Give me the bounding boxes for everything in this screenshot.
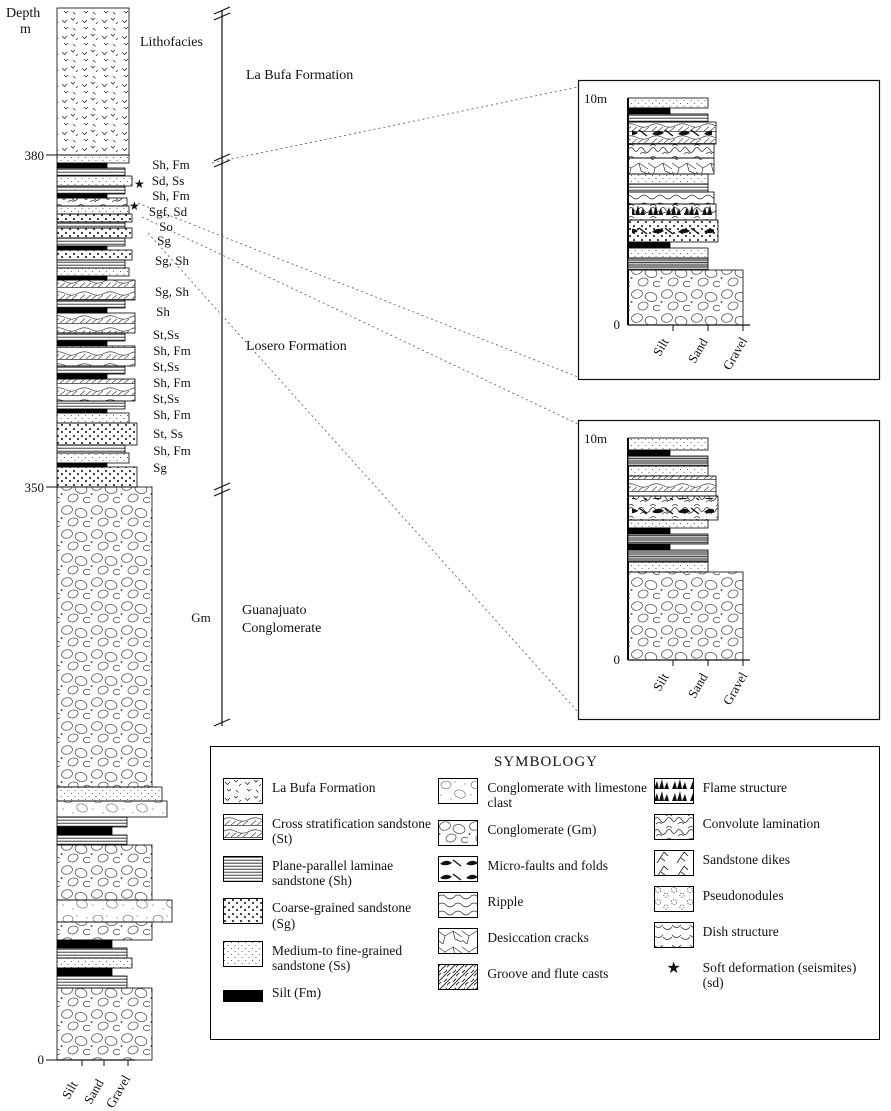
strat-layer-sh bbox=[57, 976, 127, 988]
strat-layer-ss bbox=[628, 520, 708, 528]
legend-label: Pseudonodules bbox=[702, 888, 784, 903]
lithofacies-label: St,Ss bbox=[152, 359, 180, 374]
strat-layer-conv bbox=[628, 144, 714, 158]
strat-layer-fm bbox=[57, 276, 107, 280]
inset-1-grain-label-sand: Sand bbox=[684, 335, 711, 366]
gml-swatch-icon bbox=[438, 778, 478, 804]
stratigraphic-column-inset-2 bbox=[628, 438, 743, 660]
strat-layer-labufa bbox=[57, 8, 129, 155]
flame-swatch-icon bbox=[654, 778, 694, 804]
labufa-swatch-icon bbox=[223, 778, 263, 804]
strat-overlay-mf bbox=[632, 124, 712, 142]
strat-layer-ss bbox=[628, 466, 708, 476]
formation-label-la-bufa: La Bufa Formation bbox=[246, 68, 354, 83]
psn-swatch-icon bbox=[654, 886, 694, 912]
fm-swatch-icon bbox=[223, 983, 263, 1009]
swatch-fill bbox=[224, 815, 263, 840]
legend-item bbox=[654, 814, 863, 840]
swatch-fill bbox=[654, 923, 693, 948]
swatch-fill bbox=[439, 779, 478, 804]
strat-layer-sh bbox=[628, 114, 708, 122]
connector-line bbox=[142, 217, 578, 424]
strat-layer-sh bbox=[57, 835, 127, 845]
strat-layer-ss bbox=[628, 562, 708, 572]
legend-item bbox=[654, 778, 863, 804]
legend-label: Ripple bbox=[487, 894, 524, 910]
strat-layer-sg bbox=[57, 228, 132, 238]
strat-layer-st bbox=[57, 346, 135, 366]
depth-axis-title: Depth bbox=[6, 6, 41, 21]
sg-swatch-icon bbox=[223, 898, 263, 924]
strat-layer-st bbox=[628, 476, 716, 496]
inset-2-grain-label-gravel: Gravel bbox=[719, 669, 751, 708]
strat-layer-ss bbox=[57, 268, 129, 276]
lithofacies-label: Sg bbox=[153, 460, 167, 475]
strat-layer-gm bbox=[57, 988, 152, 1060]
sh-swatch-icon bbox=[223, 856, 263, 882]
legend-label: Cross stratification sandstone (St) bbox=[272, 816, 431, 847]
lithofacies-label: St, Ss bbox=[153, 426, 183, 441]
seismite-star-icon: ★ bbox=[134, 177, 145, 191]
inset-1-scale-bottom: 0 bbox=[613, 317, 620, 332]
strat-layer-sh bbox=[628, 184, 708, 192]
lithofacies-label: Sd, Ss bbox=[151, 173, 185, 188]
swatch-fill bbox=[654, 779, 693, 804]
strat-layer-ss bbox=[57, 206, 129, 214]
formation-label-guanajuato-line2: Conglomerate bbox=[242, 621, 322, 636]
legend-label: Sandstone dikes bbox=[702, 852, 791, 867]
strat-layer-fm bbox=[57, 409, 107, 413]
strat-layer-fm bbox=[57, 246, 107, 250]
ripple-swatch-icon bbox=[438, 892, 478, 918]
legend-item bbox=[223, 856, 432, 888]
inset-2-grain-label-silt: Silt bbox=[649, 670, 672, 694]
strat-layer-ss bbox=[628, 98, 708, 108]
lithofacies-label: Sh, Fm bbox=[153, 407, 191, 422]
inset-2-scale-bottom: 0 bbox=[613, 652, 620, 667]
strat-layer-sh bbox=[57, 401, 125, 409]
depth-tick-350-label: 350 bbox=[24, 480, 44, 495]
lithofacies-label: Gm bbox=[191, 610, 211, 625]
main-grain-label-sand: Sand bbox=[80, 1076, 107, 1107]
legend-item bbox=[223, 941, 432, 973]
strat-layer-conv bbox=[57, 198, 127, 206]
legend-item bbox=[438, 928, 647, 954]
connector-line bbox=[212, 87, 578, 163]
strat-layer-st bbox=[57, 313, 135, 333]
strat-layer-fm bbox=[57, 827, 112, 835]
strat-layer-gm bbox=[57, 922, 152, 940]
depth-axis-unit: m bbox=[20, 22, 31, 37]
strat-layer-fm bbox=[57, 940, 112, 948]
swatch-fill bbox=[439, 929, 478, 954]
desic-swatch-icon bbox=[438, 928, 478, 954]
legend-label: La Bufa Formation bbox=[272, 780, 376, 795]
lithofacies-label: St,Ss bbox=[152, 391, 180, 406]
main-grain-label-gravel: Gravel bbox=[102, 1072, 134, 1111]
groove-swatch-icon bbox=[438, 964, 478, 990]
legend-label: Silt (Fm) bbox=[272, 984, 322, 1000]
strat-layer-st bbox=[57, 379, 135, 401]
legend-item bbox=[438, 856, 647, 882]
strat-layer-sh bbox=[57, 333, 125, 341]
legend-item bbox=[223, 778, 432, 804]
strat-layer-sh bbox=[57, 366, 125, 374]
strat-layer-fm bbox=[57, 374, 107, 379]
strat-layer-sg bbox=[57, 214, 132, 222]
seismite-star-icon: ★ bbox=[129, 199, 140, 213]
swatch-fill bbox=[224, 857, 263, 882]
lithofacies-label: So bbox=[159, 219, 173, 234]
strat-layer-gm bbox=[628, 572, 743, 660]
st-swatch-icon bbox=[223, 814, 263, 840]
strat-layer-sh bbox=[57, 186, 125, 194]
swatch-fill bbox=[654, 815, 693, 840]
swatch-fill bbox=[654, 887, 693, 912]
strat-layer-sg bbox=[57, 467, 137, 487]
legend-columns bbox=[223, 778, 869, 1019]
inset-1-grain-label-silt: Silt bbox=[649, 335, 672, 359]
strat-layer-shd bbox=[628, 456, 708, 466]
inset-2-box bbox=[579, 421, 880, 720]
strat-layer-sh bbox=[57, 222, 125, 228]
legend-item bbox=[654, 850, 863, 876]
swatch-fill bbox=[439, 893, 478, 918]
dikes-swatch-icon bbox=[654, 850, 694, 876]
strat-layer-shd bbox=[628, 534, 708, 544]
strat-layer-st bbox=[57, 280, 135, 300]
connector-line bbox=[138, 203, 578, 377]
strat-layer-sg bbox=[57, 423, 137, 445]
legend-item bbox=[438, 778, 647, 810]
legend-label: Conglomerate with limestone clast bbox=[487, 780, 648, 811]
lithofacies-label: Sg bbox=[157, 233, 171, 248]
strat-layer-fm bbox=[57, 463, 107, 467]
legend-item bbox=[223, 898, 432, 930]
swatch-fill bbox=[439, 857, 478, 882]
strat-layer-ss bbox=[57, 958, 132, 968]
strat-layer-fm bbox=[628, 450, 670, 456]
lithofacies-label: Sh, Fm bbox=[152, 157, 190, 172]
strat-layer-gml bbox=[57, 900, 172, 922]
strat-layer-sh bbox=[57, 300, 125, 308]
strat-layer-ss bbox=[57, 453, 129, 463]
legend-label: Soft deformation (seismites) (sd) bbox=[702, 960, 857, 991]
strat-layer-sh bbox=[57, 817, 127, 827]
inset-1-box bbox=[579, 81, 880, 380]
strat-layer-fm bbox=[57, 968, 112, 976]
depth-tick-0-label: 0 bbox=[37, 1052, 44, 1067]
strat-overlay-mf bbox=[632, 222, 714, 240]
strat-layer-fm bbox=[628, 242, 670, 248]
strat-layer-ss bbox=[57, 176, 132, 186]
lithofacies-label: Sh, Fm bbox=[153, 443, 191, 458]
strat-overlay-flame bbox=[632, 206, 712, 218]
strat-layer-shd bbox=[628, 550, 708, 562]
strat-layer-desic bbox=[628, 158, 714, 174]
legend-item bbox=[223, 983, 432, 1009]
connector-line bbox=[148, 233, 578, 712]
swatch-fill bbox=[224, 899, 263, 924]
strat-layer-fm bbox=[628, 544, 670, 550]
strat-layer-gm bbox=[57, 845, 152, 900]
swatch-fill bbox=[224, 779, 263, 804]
strat-overlay-mf bbox=[632, 498, 714, 518]
stratigraphic-column-inset-1 bbox=[628, 98, 743, 325]
strat-layer-ss bbox=[57, 155, 129, 163]
legend-title: SYMBOLOGY bbox=[493, 754, 598, 770]
strat-layer-gm bbox=[57, 487, 152, 787]
symbology-legend bbox=[210, 746, 880, 1040]
depth-tick-380-label: 380 bbox=[24, 148, 44, 163]
legend-label: Medium-to fine-grained sandstone (Ss) bbox=[272, 942, 403, 973]
legend-label: Plane-parallel laminae sandstone (Sh) bbox=[272, 858, 394, 889]
strat-layer-gm bbox=[628, 270, 743, 325]
conv-swatch-icon bbox=[654, 814, 694, 840]
swatch-fill bbox=[439, 965, 478, 990]
lithofacies-label: St,Ss bbox=[152, 327, 180, 342]
legend-label: Desiccation cracks bbox=[487, 930, 589, 946]
gm-swatch-icon bbox=[438, 820, 478, 846]
dish-swatch-icon bbox=[654, 922, 694, 948]
ss-swatch-icon bbox=[223, 941, 263, 967]
legend-column-1 bbox=[223, 778, 438, 1019]
strat-layer-ss bbox=[628, 174, 708, 184]
inset-1-scale-top: 10m bbox=[584, 91, 608, 106]
strat-layer-sh bbox=[57, 238, 125, 246]
lithofacies-label: Sh, Fm bbox=[153, 375, 191, 390]
strat-layer-ss bbox=[57, 413, 129, 423]
legend-label: Groove and flute casts bbox=[487, 966, 609, 982]
lithofacies-label: Sh bbox=[156, 304, 170, 319]
legend-item bbox=[654, 922, 863, 948]
strat-layer-sh bbox=[57, 260, 125, 268]
mf-swatch-icon bbox=[438, 856, 478, 882]
strat-layer-sg bbox=[57, 250, 132, 260]
lithofacies-label: Sg, Sh bbox=[155, 253, 189, 268]
strat-layer-ss bbox=[628, 248, 708, 258]
legend-item bbox=[438, 964, 647, 990]
legend-item bbox=[654, 958, 863, 990]
strat-layer-ss bbox=[628, 438, 708, 450]
strat-layer-ripple bbox=[628, 192, 714, 204]
strat-layer-fm bbox=[57, 308, 107, 313]
lithofacies-label: Sh, Fm bbox=[153, 343, 191, 358]
lithofacies-header: Lithofacies bbox=[140, 35, 203, 50]
legend-column-3 bbox=[654, 778, 869, 1019]
legend-label: Coarse-grained sandstone (Sg) bbox=[272, 900, 412, 931]
legend-item bbox=[654, 886, 863, 912]
swatch-fill bbox=[654, 851, 693, 876]
main-grain-label-silt: Silt bbox=[58, 1078, 81, 1102]
strat-layer-ss bbox=[57, 787, 162, 801]
formation-label-guanajuato-line1: Guanajuato bbox=[242, 603, 307, 618]
strat-layer-gml bbox=[57, 801, 167, 817]
strat-layer-sh bbox=[57, 948, 127, 958]
legend-label: Conglomerate (Gm) bbox=[487, 822, 597, 838]
strat-layer-sh bbox=[57, 168, 125, 176]
inset-2-scale-top: 10m bbox=[584, 431, 608, 446]
strat-layer-fm bbox=[57, 341, 107, 346]
legend-label: Convolute lamination bbox=[702, 816, 821, 831]
swatch-fill bbox=[224, 941, 263, 966]
legend-item bbox=[438, 892, 647, 918]
inset-1-grain-label-gravel: Gravel bbox=[719, 334, 751, 373]
star-icon: ★ bbox=[666, 960, 681, 977]
formation-label-losero: Losero Formation bbox=[246, 339, 347, 354]
legend-label: Flame structure bbox=[702, 780, 788, 795]
legend-label: Dish structure bbox=[702, 924, 779, 939]
legend-label: Micro-faults and folds bbox=[487, 858, 609, 874]
strat-layer-fm bbox=[628, 528, 670, 534]
strat-layer-fm bbox=[57, 194, 107, 198]
inset-2-grain-label-sand: Sand bbox=[684, 670, 711, 701]
lithofacies-label: Sgf, Sd bbox=[148, 204, 188, 219]
swatch-fill bbox=[223, 990, 263, 1002]
swatch-fill bbox=[439, 821, 478, 846]
strat-layer-fm bbox=[628, 108, 670, 114]
legend-item bbox=[223, 814, 432, 846]
legend-item bbox=[438, 820, 647, 846]
legend-column-2 bbox=[438, 778, 653, 1019]
lithofacies-label: Sg, Sh bbox=[155, 284, 189, 299]
strat-layer-fm bbox=[57, 163, 107, 168]
strat-layer-shd bbox=[628, 258, 708, 270]
strat-layer-sh bbox=[57, 445, 125, 453]
lithofacies-label: Sh, Fm bbox=[152, 188, 190, 203]
